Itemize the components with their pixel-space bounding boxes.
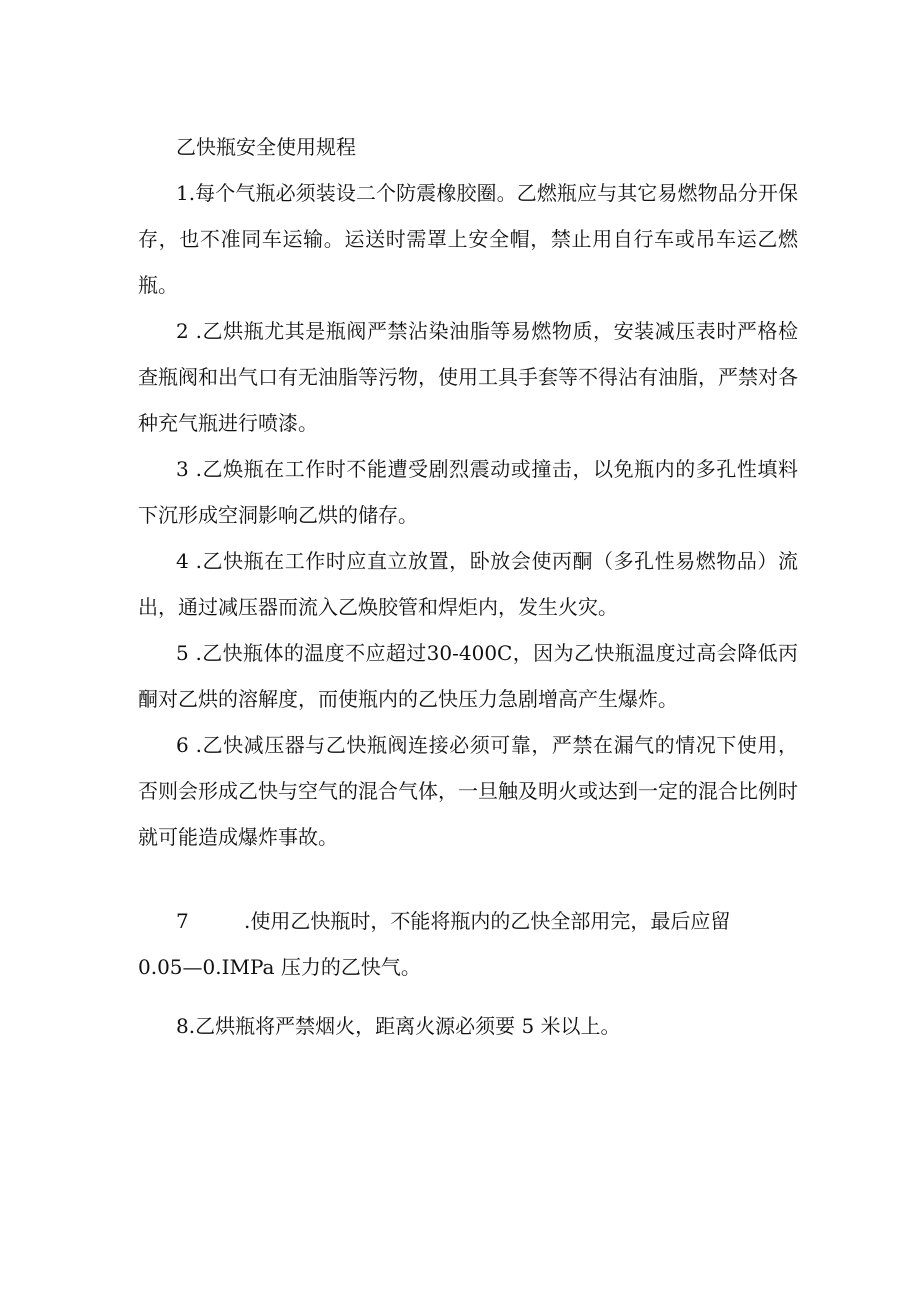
item-7-number: 7 — [176, 909, 189, 933]
paragraph-item-1: 1.每个气瓶必须装设二个防震橡胶圈。乙燃瓶应与其它易燃物品分开保存，也不准同车运输。运送时需罩上安全帽，禁止用自行车或吊车运乙燃瓶。 — [138, 181, 798, 297]
paragraph-item-5: 5 .乙快瓶体的温度不应超过30-400C，因为乙快瓶温度过高会降低丙酮对乙烘的溶解度，而使瓶内的乙快压力急剧增高产生爆炸。 — [138, 641, 798, 711]
item-7-text: .使用乙快瓶时，不能将瓶内的乙快全部用完，最后应留 — [244, 909, 731, 933]
paragraph-item-4: 4 .乙快瓶在工作时应直立放置，卧放会使丙酮（多孔性易燃物品）流出，通过减压器而流入乙焕胶管和焊炬内，发生火灾。 — [138, 549, 798, 619]
paragraph-item-8: 8.乙烘瓶将严禁烟火，距离火源必须要 5 米以上。 — [176, 1014, 621, 1038]
item-7-continuation: 0.05—0.IMPa 压力的乙快气。 — [138, 955, 421, 979]
document-title: 乙快瓶安全使用规程 — [176, 135, 356, 159]
paragraph-item-6: 6 .乙快减压器与乙快瓶阀连接必须可靠，严禁在漏气的情况下使用，否则会形成乙快与空气的混合气体，一旦触及明火或达到一定的混合比例时就可能造成爆炸事故。 — [138, 733, 798, 849]
paragraph-item-3: 3 .乙焕瓶在工作时不能遭受剧烈震动或撞击，以免瓶内的多孔性填料下沉形成空洞影响乙烘的储存。 — [138, 457, 798, 527]
paragraph-item-2: 2 .乙烘瓶尤其是瓶阀严禁沾染油脂等易燃物质，安装减压表时严格检查瓶阀和出气口有无油脂等污物，使用工具手套等不得沾有油脂，严禁对各种充气瓶进行喷漆。 — [138, 319, 798, 435]
